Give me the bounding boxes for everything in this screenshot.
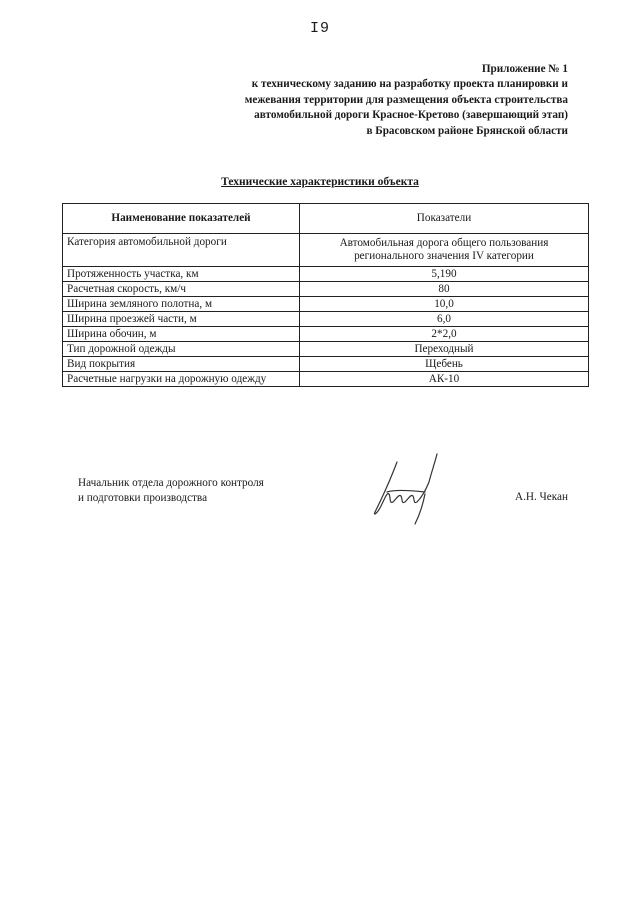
row-value-line: Автомобильная дорога общего пользования [339,237,549,249]
table-row [63,282,589,297]
appendix-line: к техническому заданию на разработку проекта планировки и [251,78,568,91]
row-name: Расчетная скорость, км/ч [63,282,300,297]
appendix-line: межевания территории для размещения объекта строительства [244,93,568,106]
column-header-name: Наименование показателей [63,204,300,234]
signer-title-line: и подготовки производства [78,492,208,504]
row-value: 10,0 [300,297,589,312]
row-name: Расчетные нагрузки на дорожную одежду [63,372,300,387]
row-value: 2*2,0 [300,327,589,342]
row-value-line: регионального значения IV категории [354,250,534,262]
row-name: Ширина обочин, м [63,327,300,342]
handwritten-signature [363,448,443,528]
row-value [300,234,589,267]
table-header-row [63,204,589,234]
table-row [63,312,589,327]
row-name: Ширина земляного полотна, м [63,297,300,312]
row-value: 5,190 [300,267,589,282]
appendix-header [148,62,568,139]
appendix-line: в Брасовском районе Брянской области [366,124,568,137]
signer-name: А.Н. Чекан [514,491,568,503]
row-name: Категория автомобильной дороги [63,234,300,267]
signer-title-line: Начальник отдела дорожного контроля [78,477,264,489]
row-value: АК-10 [300,372,589,387]
table-row [63,297,589,312]
appendix-line: автомобильной дороги Красное-Кретово (завершающий этап) [254,109,568,122]
column-header-value: Показатели [300,204,589,234]
signer-title [78,476,264,506]
table-row [63,234,589,267]
table-row [63,342,589,357]
specifications-table [62,203,589,387]
table-row [63,327,589,342]
appendix-line: Приложение № 1 [481,63,568,75]
row-name: Протяженность участка, км [63,267,300,282]
table-row [63,267,589,282]
row-value: 6,0 [300,312,589,327]
table-row [63,357,589,372]
table-title: Технические характеристики объекта [221,176,419,188]
table-row [63,372,589,387]
row-value: Щебень [300,357,589,372]
row-name: Ширина проезжей части, м [63,312,300,327]
row-name: Тип дорожной одежды [63,342,300,357]
row-value: 80 [300,282,589,297]
page-number: I9 [309,20,330,37]
row-name: Вид покрытия [63,357,300,372]
row-value: Переходный [300,342,589,357]
